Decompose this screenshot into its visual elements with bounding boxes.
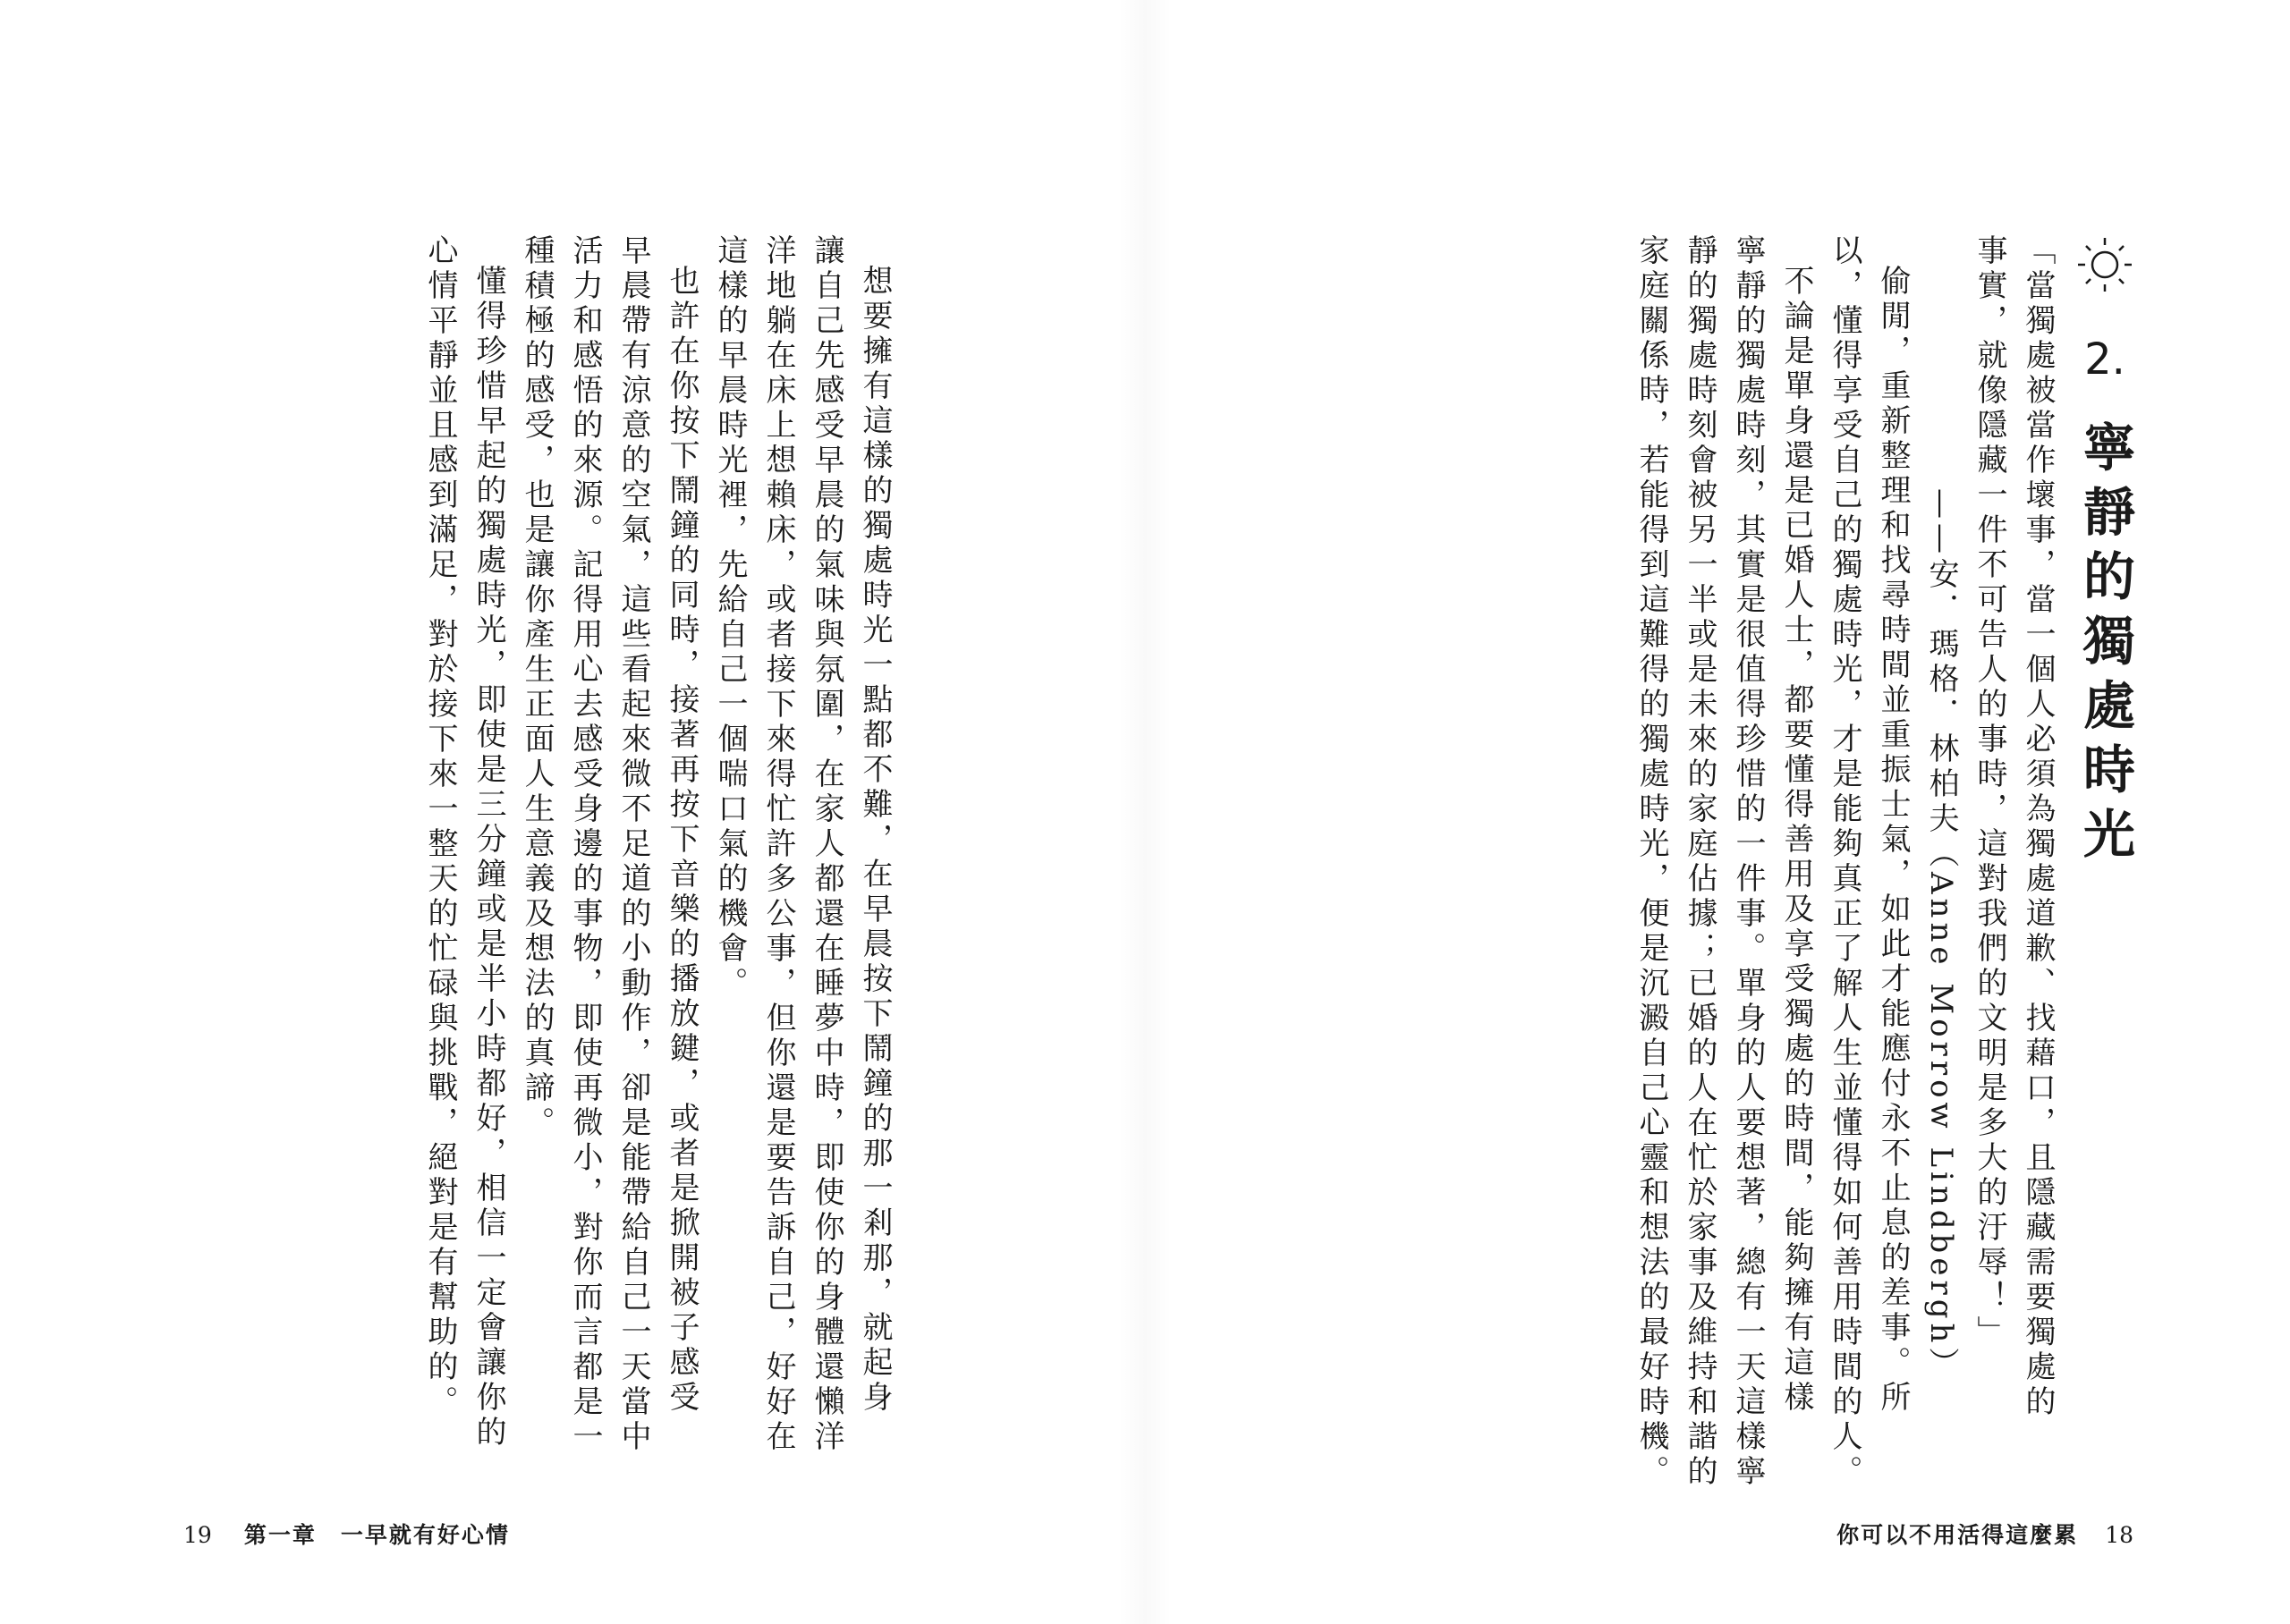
paragraph-line: 活力和感悟的來源。記得用心去感受身邊的事物，即使再微小，對你而言都是一 — [567, 234, 603, 1455]
page-number: 19 — [183, 1522, 212, 1548]
quote-line-1: 「當獨處被當作壞事，當一個人必須為獨處道歉、找藉口，且隱藏需要獨處的 — [2020, 234, 2056, 1420]
paragraph-line: 心情平靜並且感到滿足，對於接下來一整天的忙碌與挑戰，絕對是有幫助的。 — [422, 234, 458, 1420]
right-page-body — [1627, 234, 2062, 1490]
paragraph-line: 早晨帶有涼意的空氣，這些看起來微不足道的小動作，卻是能帶給自己一天當中 — [615, 234, 651, 1455]
paragraph-line: 種積極的感受，也是讓你產生正面人生意義及想法的真諦。 — [519, 234, 555, 1141]
paragraph-line: 洋地躺在床上想賴床，或者接下來得忙許多公事，但你還是要告訴自己，好好在 — [760, 234, 796, 1455]
quote-line-2: 事實，就像隱藏一件不可告人的事時，這對我們的文明是多大的汙辱！」 — [1972, 234, 2007, 1350]
left-page-footer — [183, 1520, 510, 1551]
paragraph-line: 寧靜的獨處時刻，其實是很值得珍惜的一件事。單身的人要想著，總有一天這樣寧 — [1730, 234, 1766, 1490]
paragraph-line: 懂得珍惜早起的獨處時光，即使是三分鐘或是半小時都好，相信一定會讓你的 — [471, 265, 506, 1451]
chapter-title: 寧靜的獨處時光 — [2074, 420, 2135, 871]
paragraph-line: 想要擁有這樣的獨處時光一點都不難，在早晨按下鬧鐘的那一剎那，就起身 — [857, 265, 893, 1416]
running-title: 第一章 一早就有好心情 — [243, 1522, 510, 1548]
paragraph-line: 這樣的早晨時光裡，先給自己一個喘口氣的機會。 — [712, 234, 748, 1002]
paragraph-line: 以，懂得享受自己的獨處時光，才是能夠真正了解人生並懂得如何善用時間的人。 — [1827, 234, 1862, 1490]
left-page-body — [416, 234, 899, 1455]
right-page-footer — [1836, 1520, 2133, 1551]
paragraph-line: 也許在你按下鬧鐘的同時，接著再按下音樂的播放鍵，或者是掀開被子感受 — [664, 265, 700, 1416]
page-number: 18 — [2105, 1522, 2133, 1548]
paragraph-line: 靜的獨處時刻會被另一半或是未來的家庭佔據；已婚的人在忙於家事及維持和諧的 — [1682, 234, 1718, 1490]
paragraph-line: 偷閒，重新整理和找尋時間並重振士氣，如此才能應付永不止息的差事。所 — [1875, 265, 1911, 1416]
paragraph-line: 不論是單身還是已婚人士，都要懂得善用及享受獨處的時間，能夠擁有這樣 — [1778, 265, 1814, 1416]
running-title: 你可以不用活得這麼累 — [1836, 1522, 2079, 1548]
paragraph-line: 家庭關係時，若能得到這難得的獨處時光，便是沉澱自己心靈和想法的最好時機。 — [1633, 234, 1669, 1490]
paragraph-line: 讓自己先感受早晨的氣味與氛圍，在家人都還在睡夢中時，即使你的身體還懶洋 — [809, 234, 844, 1455]
chapter-number: 2. — [2084, 334, 2125, 385]
quote-attribution: ——安．瑪格．林柏夫（Anne Morrow Lindbergh） — [1923, 488, 1959, 1383]
sun-icon — [2074, 234, 2135, 295]
book-spine — [1118, 0, 1172, 1624]
